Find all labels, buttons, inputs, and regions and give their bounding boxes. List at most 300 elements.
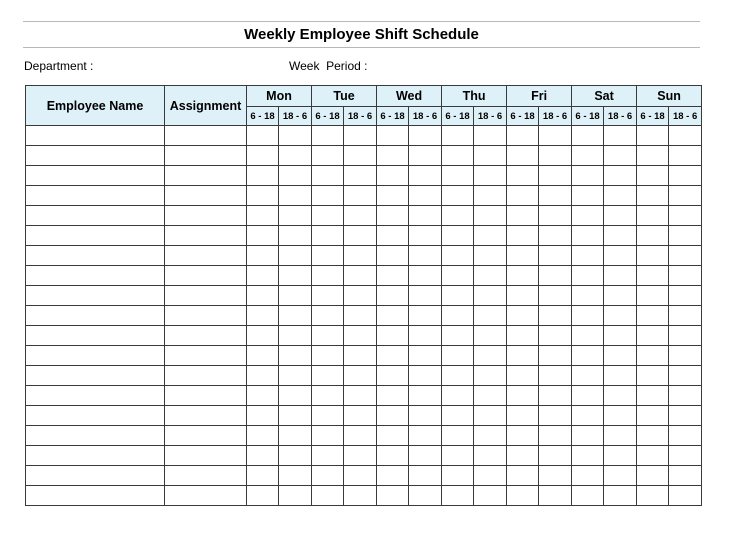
employee-name-cell[interactable] [26,426,165,446]
shift-cell-sat-day[interactable] [572,426,604,446]
shift-cell-thu-night[interactable] [474,126,507,146]
shift-cell-wed-day[interactable] [377,466,409,486]
shift-cell-wed-night[interactable] [409,226,442,246]
assignment-cell[interactable] [165,146,247,166]
employee-name-cell[interactable] [26,446,165,466]
shift-cell-tue-day[interactable] [312,146,344,166]
shift-cell-sun-day[interactable] [637,466,669,486]
shift-cell-wed-night[interactable] [409,406,442,426]
shift-cell-wed-night[interactable] [409,446,442,466]
shift-cell-wed-day[interactable] [377,386,409,406]
shift-cell-wed-day[interactable] [377,246,409,266]
shift-cell-sat-day[interactable] [572,286,604,306]
shift-cell-sat-day[interactable] [572,446,604,466]
shift-cell-sun-day[interactable] [637,486,669,506]
shift-cell-thu-night[interactable] [474,226,507,246]
shift-cell-sun-day[interactable] [637,166,669,186]
shift-cell-thu-day[interactable] [442,466,474,486]
shift-cell-wed-day[interactable] [377,286,409,306]
employee-name-cell[interactable] [26,466,165,486]
shift-cell-fri-day[interactable] [507,186,539,206]
shift-cell-sat-day[interactable] [572,346,604,366]
employee-name-cell[interactable] [26,306,165,326]
shift-cell-thu-night[interactable] [474,466,507,486]
shift-cell-sun-night[interactable] [669,226,702,246]
shift-cell-sun-day[interactable] [637,146,669,166]
shift-cell-wed-night[interactable] [409,206,442,226]
assignment-cell[interactable] [165,286,247,306]
shift-cell-sat-night[interactable] [604,486,637,506]
shift-cell-sun-night[interactable] [669,146,702,166]
shift-cell-fri-day[interactable] [507,326,539,346]
shift-cell-tue-night[interactable] [344,146,377,166]
shift-cell-fri-day[interactable] [507,486,539,506]
shift-cell-mon-day[interactable] [247,286,279,306]
shift-cell-thu-night[interactable] [474,266,507,286]
shift-cell-mon-day[interactable] [247,486,279,506]
shift-cell-wed-night[interactable] [409,246,442,266]
shift-cell-mon-night[interactable] [279,206,312,226]
employee-name-cell[interactable] [26,206,165,226]
shift-cell-mon-night[interactable] [279,326,312,346]
shift-cell-tue-day[interactable] [312,386,344,406]
shift-cell-mon-night[interactable] [279,426,312,446]
assignment-cell[interactable] [165,226,247,246]
shift-cell-wed-night[interactable] [409,266,442,286]
shift-cell-wed-night[interactable] [409,126,442,146]
shift-cell-wed-day[interactable] [377,426,409,446]
shift-cell-sat-night[interactable] [604,226,637,246]
shift-cell-thu-day[interactable] [442,186,474,206]
shift-cell-wed-night[interactable] [409,326,442,346]
shift-cell-wed-night[interactable] [409,146,442,166]
shift-cell-mon-day[interactable] [247,466,279,486]
shift-cell-thu-night[interactable] [474,146,507,166]
shift-cell-wed-day[interactable] [377,326,409,346]
shift-cell-thu-day[interactable] [442,126,474,146]
shift-cell-fri-day[interactable] [507,306,539,326]
shift-cell-thu-night[interactable] [474,326,507,346]
employee-name-cell[interactable] [26,346,165,366]
shift-cell-tue-day[interactable] [312,226,344,246]
shift-cell-thu-day[interactable] [442,246,474,266]
assignment-cell[interactable] [165,246,247,266]
shift-cell-thu-night[interactable] [474,186,507,206]
shift-cell-fri-day[interactable] [507,206,539,226]
shift-cell-sun-day[interactable] [637,186,669,206]
shift-cell-wed-day[interactable] [377,186,409,206]
shift-cell-tue-day[interactable] [312,186,344,206]
shift-cell-wed-day[interactable] [377,406,409,426]
shift-cell-fri-night[interactable] [539,306,572,326]
assignment-cell[interactable] [165,166,247,186]
shift-cell-wed-night[interactable] [409,166,442,186]
shift-cell-tue-day[interactable] [312,326,344,346]
shift-cell-tue-day[interactable] [312,346,344,366]
shift-cell-thu-day[interactable] [442,306,474,326]
shift-cell-mon-night[interactable] [279,486,312,506]
shift-cell-sat-night[interactable] [604,426,637,446]
shift-cell-fri-night[interactable] [539,246,572,266]
shift-cell-sun-night[interactable] [669,246,702,266]
shift-cell-sun-night[interactable] [669,346,702,366]
shift-cell-wed-day[interactable] [377,446,409,466]
shift-cell-tue-day[interactable] [312,406,344,426]
shift-cell-tue-night[interactable] [344,326,377,346]
shift-cell-sat-day[interactable] [572,366,604,386]
shift-cell-sun-day[interactable] [637,126,669,146]
shift-cell-wed-night[interactable] [409,306,442,326]
employee-name-cell[interactable] [26,126,165,146]
employee-name-cell[interactable] [26,326,165,346]
shift-cell-sun-day[interactable] [637,386,669,406]
shift-cell-sat-night[interactable] [604,446,637,466]
shift-cell-sun-night[interactable] [669,186,702,206]
shift-cell-sun-night[interactable] [669,406,702,426]
employee-name-cell[interactable] [26,146,165,166]
shift-cell-sat-night[interactable] [604,466,637,486]
shift-cell-wed-day[interactable] [377,266,409,286]
shift-cell-sun-night[interactable] [669,366,702,386]
shift-cell-tue-night[interactable] [344,486,377,506]
shift-cell-tue-night[interactable] [344,186,377,206]
shift-cell-fri-day[interactable] [507,266,539,286]
shift-cell-mon-night[interactable] [279,466,312,486]
shift-cell-sat-day[interactable] [572,266,604,286]
assignment-cell[interactable] [165,206,247,226]
shift-cell-wed-day[interactable] [377,486,409,506]
shift-cell-sun-day[interactable] [637,406,669,426]
shift-cell-tue-night[interactable] [344,166,377,186]
shift-cell-tue-day[interactable] [312,266,344,286]
shift-cell-tue-day[interactable] [312,426,344,446]
shift-cell-thu-night[interactable] [474,426,507,446]
shift-cell-fri-day[interactable] [507,466,539,486]
shift-cell-tue-night[interactable] [344,286,377,306]
shift-cell-fri-day[interactable] [507,386,539,406]
shift-cell-fri-night[interactable] [539,266,572,286]
shift-cell-fri-night[interactable] [539,166,572,186]
shift-cell-mon-night[interactable] [279,126,312,146]
shift-cell-sat-day[interactable] [572,246,604,266]
assignment-cell[interactable] [165,266,247,286]
shift-cell-sat-night[interactable] [604,306,637,326]
shift-cell-wed-day[interactable] [377,366,409,386]
shift-cell-tue-day[interactable] [312,366,344,386]
shift-cell-sat-night[interactable] [604,246,637,266]
shift-cell-wed-night[interactable] [409,386,442,406]
shift-cell-tue-night[interactable] [344,426,377,446]
shift-cell-mon-night[interactable] [279,166,312,186]
shift-cell-mon-day[interactable] [247,166,279,186]
shift-cell-mon-day[interactable] [247,246,279,266]
shift-cell-mon-day[interactable] [247,426,279,446]
shift-cell-thu-day[interactable] [442,146,474,166]
shift-cell-fri-night[interactable] [539,206,572,226]
shift-cell-sun-day[interactable] [637,226,669,246]
shift-cell-sun-night[interactable] [669,386,702,406]
shift-cell-mon-day[interactable] [247,226,279,246]
shift-cell-mon-night[interactable] [279,146,312,166]
shift-cell-sun-day[interactable] [637,346,669,366]
shift-cell-sun-night[interactable] [669,166,702,186]
shift-cell-fri-night[interactable] [539,486,572,506]
shift-cell-thu-day[interactable] [442,446,474,466]
shift-cell-tue-night[interactable] [344,306,377,326]
shift-cell-mon-day[interactable] [247,206,279,226]
shift-cell-mon-day[interactable] [247,126,279,146]
shift-cell-sun-night[interactable] [669,326,702,346]
shift-cell-mon-night[interactable] [279,266,312,286]
shift-cell-sun-night[interactable] [669,486,702,506]
shift-cell-thu-night[interactable] [474,246,507,266]
shift-cell-tue-night[interactable] [344,226,377,246]
shift-cell-thu-day[interactable] [442,406,474,426]
shift-cell-mon-day[interactable] [247,266,279,286]
shift-cell-thu-day[interactable] [442,206,474,226]
shift-cell-tue-night[interactable] [344,386,377,406]
shift-cell-thu-day[interactable] [442,366,474,386]
employee-name-cell[interactable] [26,246,165,266]
shift-cell-tue-night[interactable] [344,366,377,386]
shift-cell-sat-day[interactable] [572,306,604,326]
shift-cell-mon-day[interactable] [247,366,279,386]
shift-cell-sat-day[interactable] [572,406,604,426]
shift-cell-sun-day[interactable] [637,426,669,446]
shift-cell-thu-day[interactable] [442,346,474,366]
employee-name-cell[interactable] [26,266,165,286]
shift-cell-fri-night[interactable] [539,146,572,166]
shift-cell-wed-day[interactable] [377,146,409,166]
shift-cell-sat-night[interactable] [604,126,637,146]
employee-name-cell[interactable] [26,166,165,186]
assignment-cell[interactable] [165,486,247,506]
shift-cell-mon-night[interactable] [279,446,312,466]
shift-cell-sat-day[interactable] [572,486,604,506]
shift-cell-mon-day[interactable] [247,446,279,466]
shift-cell-fri-night[interactable] [539,386,572,406]
shift-cell-sun-night[interactable] [669,466,702,486]
shift-cell-sun-day[interactable] [637,326,669,346]
assignment-cell[interactable] [165,426,247,446]
shift-cell-tue-day[interactable] [312,246,344,266]
shift-cell-mon-day[interactable] [247,146,279,166]
shift-cell-sun-night[interactable] [669,126,702,146]
shift-cell-mon-night[interactable] [279,286,312,306]
assignment-cell[interactable] [165,466,247,486]
shift-cell-fri-day[interactable] [507,426,539,446]
shift-cell-mon-day[interactable] [247,386,279,406]
shift-cell-mon-night[interactable] [279,386,312,406]
assignment-cell[interactable] [165,446,247,466]
assignment-cell[interactable] [165,126,247,146]
shift-cell-tue-day[interactable] [312,446,344,466]
shift-cell-tue-night[interactable] [344,466,377,486]
shift-cell-mon-night[interactable] [279,306,312,326]
shift-cell-fri-day[interactable] [507,246,539,266]
shift-cell-sun-night[interactable] [669,206,702,226]
shift-cell-sat-night[interactable] [604,326,637,346]
shift-cell-fri-night[interactable] [539,326,572,346]
shift-cell-sun-night[interactable] [669,286,702,306]
shift-cell-sat-night[interactable] [604,346,637,366]
shift-cell-sun-day[interactable] [637,286,669,306]
shift-cell-tue-night[interactable] [344,406,377,426]
shift-cell-mon-day[interactable] [247,406,279,426]
shift-cell-thu-night[interactable] [474,166,507,186]
shift-cell-wed-night[interactable] [409,366,442,386]
shift-cell-mon-night[interactable] [279,186,312,206]
shift-cell-thu-night[interactable] [474,206,507,226]
shift-cell-thu-day[interactable] [442,486,474,506]
shift-cell-sat-night[interactable] [604,266,637,286]
shift-cell-sat-day[interactable] [572,226,604,246]
shift-cell-fri-day[interactable] [507,286,539,306]
shift-cell-fri-night[interactable] [539,426,572,446]
shift-cell-thu-night[interactable] [474,346,507,366]
shift-cell-sun-day[interactable] [637,306,669,326]
shift-cell-mon-night[interactable] [279,226,312,246]
shift-cell-sat-night[interactable] [604,146,637,166]
shift-cell-fri-night[interactable] [539,186,572,206]
shift-cell-sat-night[interactable] [604,406,637,426]
shift-cell-sat-night[interactable] [604,386,637,406]
shift-cell-wed-day[interactable] [377,166,409,186]
shift-cell-fri-night[interactable] [539,346,572,366]
shift-cell-wed-night[interactable] [409,426,442,446]
assignment-cell[interactable] [165,366,247,386]
shift-cell-thu-day[interactable] [442,266,474,286]
shift-cell-tue-day[interactable] [312,166,344,186]
shift-cell-thu-night[interactable] [474,486,507,506]
shift-cell-tue-day[interactable] [312,286,344,306]
shift-cell-mon-night[interactable] [279,406,312,426]
assignment-cell[interactable] [165,326,247,346]
shift-cell-thu-day[interactable] [442,226,474,246]
shift-cell-sun-night[interactable] [669,306,702,326]
shift-cell-sun-day[interactable] [637,366,669,386]
assignment-cell[interactable] [165,306,247,326]
shift-cell-sat-night[interactable] [604,166,637,186]
shift-cell-mon-night[interactable] [279,246,312,266]
shift-cell-sun-day[interactable] [637,206,669,226]
shift-cell-wed-night[interactable] [409,466,442,486]
employee-name-cell[interactable] [26,366,165,386]
shift-cell-sat-night[interactable] [604,206,637,226]
shift-cell-sat-day[interactable] [572,206,604,226]
shift-cell-thu-day[interactable] [442,426,474,446]
shift-cell-fri-night[interactable] [539,226,572,246]
assignment-cell[interactable] [165,406,247,426]
shift-cell-sun-night[interactable] [669,426,702,446]
shift-cell-sat-day[interactable] [572,146,604,166]
shift-cell-tue-day[interactable] [312,306,344,326]
shift-cell-sat-night[interactable] [604,366,637,386]
shift-cell-mon-day[interactable] [247,326,279,346]
shift-cell-fri-day[interactable] [507,226,539,246]
shift-cell-wed-day[interactable] [377,226,409,246]
employee-name-cell[interactable] [26,226,165,246]
shift-cell-wed-day[interactable] [377,206,409,226]
shift-cell-sat-day[interactable] [572,326,604,346]
shift-cell-thu-day[interactable] [442,166,474,186]
shift-cell-mon-night[interactable] [279,346,312,366]
shift-cell-tue-night[interactable] [344,126,377,146]
shift-cell-tue-night[interactable] [344,446,377,466]
shift-cell-thu-night[interactable] [474,286,507,306]
shift-cell-wed-day[interactable] [377,346,409,366]
shift-cell-thu-day[interactable] [442,386,474,406]
shift-cell-fri-day[interactable] [507,346,539,366]
shift-cell-fri-day[interactable] [507,126,539,146]
shift-cell-sun-day[interactable] [637,266,669,286]
shift-cell-thu-night[interactable] [474,306,507,326]
employee-name-cell[interactable] [26,286,165,306]
shift-cell-fri-night[interactable] [539,286,572,306]
employee-name-cell[interactable] [26,386,165,406]
shift-cell-wed-day[interactable] [377,306,409,326]
shift-cell-fri-night[interactable] [539,466,572,486]
shift-cell-fri-night[interactable] [539,446,572,466]
shift-cell-wed-night[interactable] [409,486,442,506]
shift-cell-sat-day[interactable] [572,386,604,406]
shift-cell-fri-night[interactable] [539,366,572,386]
shift-cell-wed-night[interactable] [409,186,442,206]
shift-cell-fri-day[interactable] [507,146,539,166]
shift-cell-sat-night[interactable] [604,286,637,306]
shift-cell-tue-day[interactable] [312,126,344,146]
shift-cell-tue-night[interactable] [344,346,377,366]
shift-cell-thu-day[interactable] [442,286,474,306]
shift-cell-tue-day[interactable] [312,486,344,506]
shift-cell-wed-day[interactable] [377,126,409,146]
shift-cell-sun-night[interactable] [669,446,702,466]
shift-cell-thu-day[interactable] [442,326,474,346]
shift-cell-sun-day[interactable] [637,246,669,266]
shift-cell-tue-night[interactable] [344,246,377,266]
shift-cell-thu-night[interactable] [474,366,507,386]
shift-cell-thu-night[interactable] [474,406,507,426]
shift-cell-fri-night[interactable] [539,126,572,146]
shift-cell-thu-night[interactable] [474,386,507,406]
shift-cell-sun-night[interactable] [669,266,702,286]
shift-cell-mon-day[interactable] [247,186,279,206]
shift-cell-fri-day[interactable] [507,446,539,466]
shift-cell-mon-night[interactable] [279,366,312,386]
shift-cell-wed-night[interactable] [409,286,442,306]
assignment-cell[interactable] [165,186,247,206]
shift-cell-mon-day[interactable] [247,306,279,326]
employee-name-cell[interactable] [26,186,165,206]
shift-cell-sat-day[interactable] [572,166,604,186]
employee-name-cell[interactable] [26,406,165,426]
shift-cell-fri-day[interactable] [507,366,539,386]
shift-cell-fri-day[interactable] [507,406,539,426]
shift-cell-tue-day[interactable] [312,206,344,226]
employee-name-cell[interactable] [26,486,165,506]
shift-cell-fri-night[interactable] [539,406,572,426]
shift-cell-tue-night[interactable] [344,206,377,226]
shift-cell-thu-night[interactable] [474,446,507,466]
shift-cell-sun-day[interactable] [637,446,669,466]
shift-cell-tue-night[interactable] [344,266,377,286]
shift-cell-tue-day[interactable] [312,466,344,486]
shift-cell-mon-day[interactable] [247,346,279,366]
shift-cell-sat-day[interactable] [572,186,604,206]
shift-cell-sat-day[interactable] [572,126,604,146]
shift-cell-sat-night[interactable] [604,186,637,206]
shift-cell-wed-night[interactable] [409,346,442,366]
